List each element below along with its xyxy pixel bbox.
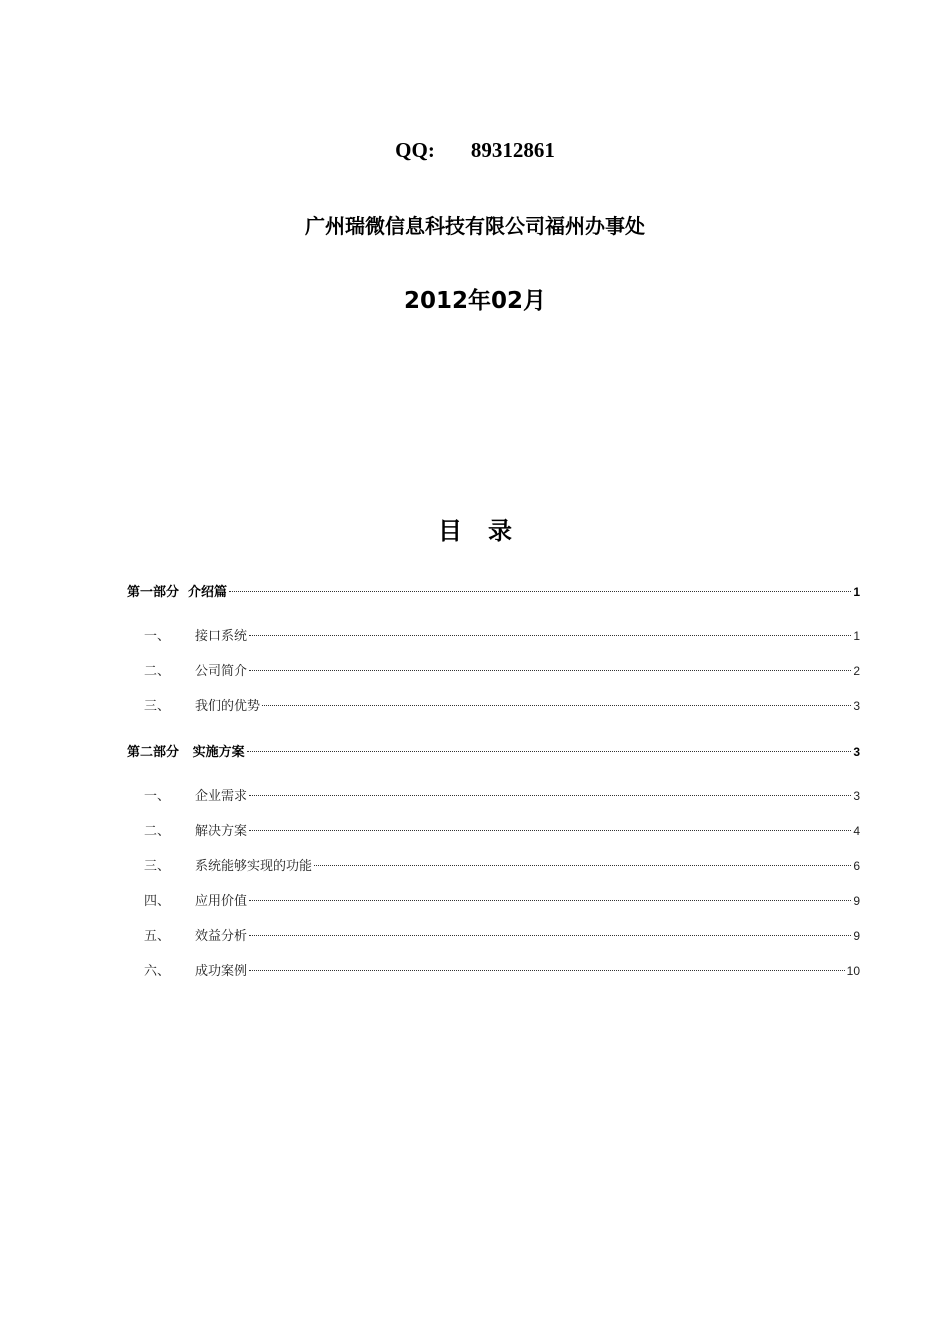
toc-page-number: 3 (853, 789, 860, 803)
toc-page-number: 3 (853, 699, 860, 713)
toc-page-number: 3 (853, 745, 860, 759)
toc-section-2[interactable] (127, 740, 860, 764)
toc-page-number: 4 (853, 824, 860, 838)
toc-entry-number: 一、 (144, 629, 171, 644)
toc-entry[interactable] (127, 784, 860, 808)
toc-leader-dots (249, 635, 851, 636)
toc-leader-dots (249, 900, 851, 901)
toc-leader-dots (247, 751, 852, 752)
toc-entry[interactable] (127, 694, 860, 718)
company-name: 广州瑞微信息科技有限公司福州办事处 (305, 214, 645, 238)
toc-entry-label: 接口系统 (195, 629, 248, 644)
toc-entry-number: 六、 (144, 964, 171, 979)
toc-page-number: 9 (853, 894, 860, 908)
toc-leader-dots (249, 670, 851, 671)
toc-entry-label: 企业需求 (195, 789, 248, 804)
toc-entry[interactable] (127, 854, 860, 878)
toc-entry[interactable] (127, 624, 860, 648)
toc-title: 目录 (438, 517, 538, 545)
toc-entry-label: 解决方案 (195, 824, 248, 839)
table-of-contents (127, 580, 860, 983)
toc-section-label: 第二部分 实施方案 (127, 745, 245, 760)
toc-entry-label: 应用价值 (195, 894, 248, 909)
toc-leader-dots (249, 970, 845, 971)
qq-label: QQ: (395, 138, 435, 162)
toc-page-number: 1 (853, 585, 860, 599)
toc-entry-label: 系统能够实现的功能 (195, 859, 313, 874)
toc-entry-label: 成功案例 (195, 964, 248, 979)
qq-number: 89312861 (470, 138, 555, 162)
toc-page-number: 2 (853, 664, 860, 678)
toc-page-number: 1 (853, 629, 860, 643)
toc-entry-label: 我们的优势 (195, 699, 261, 714)
toc-entry-label: 公司简介 (195, 664, 248, 679)
toc-page-number: 6 (853, 859, 860, 873)
toc-section-label: 第一部分 介绍篇 (127, 585, 228, 600)
toc-page-number: 9 (853, 929, 860, 943)
document-date: 2012年02月 (403, 288, 547, 314)
toc-leader-dots (249, 830, 851, 831)
toc-leader-dots (262, 705, 851, 706)
toc-leader-dots (314, 865, 851, 866)
toc-entry[interactable] (127, 959, 860, 983)
toc-entry-number: 四、 (144, 894, 171, 909)
toc-leader-dots (249, 935, 851, 936)
toc-entry[interactable] (127, 924, 860, 948)
toc-entry-number: 三、 (144, 859, 171, 874)
toc-entry-number: 五、 (144, 929, 171, 944)
toc-entry-label: 效益分析 (195, 929, 248, 944)
toc-leader-dots (249, 795, 851, 796)
toc-section-1[interactable] (127, 580, 860, 604)
toc-entry-number: 二、 (144, 824, 171, 839)
toc-entry-number: 一、 (144, 789, 171, 804)
toc-page-number: 10 (846, 964, 860, 978)
toc-entry[interactable] (127, 659, 860, 683)
toc-entry-number: 三、 (144, 699, 171, 714)
toc-entry[interactable] (127, 889, 860, 913)
toc-leader-dots (229, 591, 851, 592)
toc-entry-number: 二、 (144, 664, 171, 679)
qq-contact (0, 136, 950, 164)
toc-entry[interactable] (127, 819, 860, 843)
